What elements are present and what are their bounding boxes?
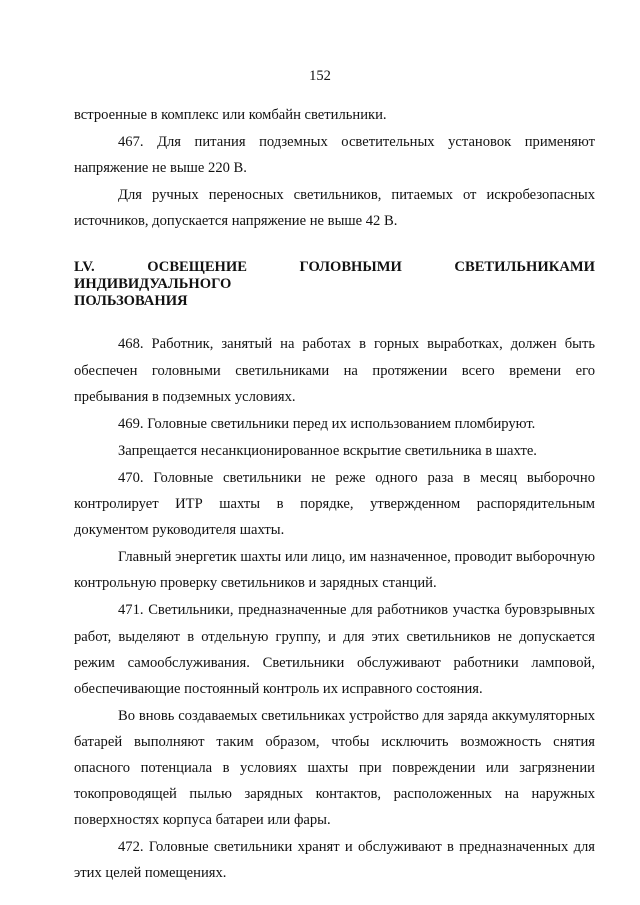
paragraph-470-note: Главный энергетик шахты или лицо, им назначенное, проводит выборочную контрольную проверку светильников и зарядных станций. [74,549,595,592]
section-heading-line-2: ПОЛЬЗОВАНИЯ [74,293,188,310]
section-heading-line-1: LV. ОСВЕЩЕНИЕ ГОЛОВНЫМИ СВЕТИЛЬНИКАМИ ИНДИВИДУАЛЬНОГО [74,259,595,293]
page-number: 152 [309,68,331,84]
paragraph-469-note: Запрещается несанкционированное вскрытие светильника в шахте. [118,442,537,459]
paragraph-470: 470. Головные светильники не реже одного раза в месяц выборочно контролирует ИТР шахты в порядке, утвержденном распорядительным документом руководителя шахты. [74,469,595,539]
paragraph-468: 468. Работник, занятый на работах в горных выработках, должен быть обеспечен головными светильниками на протяжении всего времени его пребывания в подземных условиях. [74,336,595,405]
paragraph-467-note: Для ручных переносных светильников, питаемых от искробезопасных источников, допускается напряжение не выше 42 В. [74,187,595,230]
paragraph-467: 467. Для питания подземных осветительных установок применяют напряжение не выше 220 В. [74,134,595,177]
paragraph-471-note: Во вновь создаваемых светильниках устройство для заряда аккумуляторных батарей выполняют таким образом, чтобы исключить возможность снятия опасного потенциала в условиях шахты при повреждении или загрязнении токопроводящей пылью зарядных контактов, расположенных на наружных поверхностях корпуса батареи или фары. [74,707,595,829]
paragraph-469: 469. Головные светильники перед их использованием пломбируют. [118,415,536,432]
paragraph-471: 471. Светильники, предназначенные для работников участка буровзрывных работ, выделяют в отдельную группу, и для этих светильников не допускается режим самообслуживания. Светильники обслуживают работники ламповой, обеспечивающие постоянный контроль их исправного состояния. [74,602,595,697]
paragraph-472: 472. Головные светильники хранят и обслуживают в предназначенных для этих целей помещениях. [74,839,595,882]
document-body [74,102,595,886]
section-heading [74,259,595,310]
paragraph-continuation: встроенные в комплекс или комбайн светильники. [74,107,387,123]
